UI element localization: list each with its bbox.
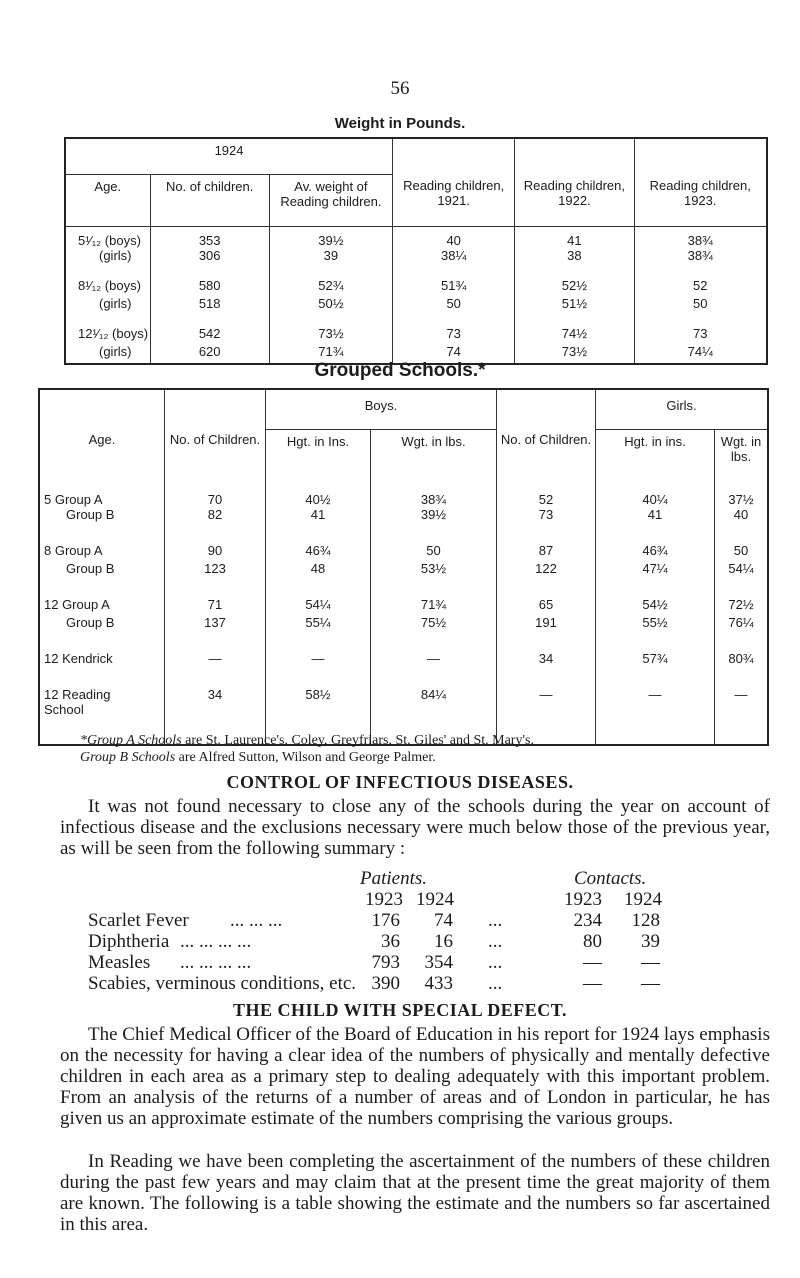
table-row: (girls) 306 39 38¼ 38 38¾ <box>65 248 767 278</box>
reading-1923-header: Reading children, 1923. <box>634 174 767 226</box>
infectious-paragraph: It was not found necessary to close any of the schools during the year on account of infectious disease and the exclusions necessary were much below those of the previous year, as will be seen from the following summary : <box>60 796 770 859</box>
contacts-header: Contacts. <box>574 868 647 889</box>
footnote <box>80 732 534 766</box>
girls-height-header: Hgt. in ins. <box>596 429 715 489</box>
year-1924: 1924 <box>624 889 662 910</box>
table-row: 5¹⁄₁₂ (boys) 353 39½ 40 41 38¾ <box>65 226 767 248</box>
table1-title: Weight in Pounds. <box>334 115 466 132</box>
patients-header: Patients. <box>360 868 428 889</box>
summary-row: Scabies, verminous conditions, etc. 390 433 ... — — <box>88 973 660 994</box>
no-children-header: No. of children. <box>150 174 269 226</box>
section-heading-infectious: CONTROL OF INFECTIOUS DISEASES. <box>226 772 574 792</box>
group-a-text: are St. Laurence's, Coley, Greyfriars, St. Giles' and St. Mary's. <box>181 733 534 748</box>
year-1924: 1924 <box>416 889 454 910</box>
summary-row: Scarlet Fever ... ... ... 176 74 ... 234 128 <box>88 910 660 931</box>
girls-header: Girls. <box>596 389 769 429</box>
av-weight-header: Av. weight of Reading children. <box>269 174 392 226</box>
summary-block <box>88 868 728 994</box>
summary-row: Measles ... ... ... ... 793 354 ... — — <box>88 952 660 973</box>
table-row: 12¹⁄₁₂ (boys) 542 73½ 73 74½ 73 <box>65 326 767 344</box>
page-number: 56 <box>390 78 410 99</box>
grouped-schools-table <box>38 388 769 746</box>
age-header: Age. <box>65 174 150 226</box>
table-row: Group B 82 41 39½ 73 41 40 <box>39 507 768 543</box>
year-1923: 1923 <box>564 889 602 910</box>
summary-row: Diphtheria ... ... ... ... 36 16 ... 80 39 <box>88 931 660 952</box>
table-row: Group B 123 48 53½ 122 47¼ 54¼ <box>39 561 768 597</box>
reading-1922-header: Reading children, 1922. <box>515 174 634 226</box>
girls-weight-header: Wgt. in lbs. <box>715 429 769 489</box>
table-row: 5 Group A 70 40½ 38¾ 52 40¼ 37½ <box>39 489 768 507</box>
boys-weight-header: Wgt. in lbs. <box>371 429 497 489</box>
no-children-girls-header: No. of Children. <box>497 389 596 489</box>
group-b-label: Group B Schools <box>80 750 176 765</box>
table-row: (girls) 620 71¾ 74 73½ 74¼ <box>65 344 767 364</box>
table2-title: Grouped Schools.* <box>314 360 486 381</box>
table-row: 12 Reading School 34 58½ 84¼ — — — <box>39 687 768 745</box>
table-row: 8 Group A 90 46¾ 50 87 46¾ 50 <box>39 543 768 561</box>
year-header: 1924 <box>65 138 393 174</box>
table-row: Group B 137 55¼ 75½ 191 55½ 76¼ <box>39 615 768 651</box>
reading-1921-header: Reading children, 1921. <box>393 174 515 226</box>
weight-table <box>64 137 768 365</box>
no-children-header: No. of Children. <box>165 389 266 489</box>
special-defect-paragraph-2: In Reading we have been completing the ascertainment of the numbers of these children during the past few years and may claim that at the present time the great majority of them are known. The following is a table showing the estimate and the numbers so far ascertained in this area. <box>60 1151 770 1235</box>
table-row: 12 Group A 71 54¼ 71¾ 65 54½ 72½ <box>39 597 768 615</box>
special-defect-paragraph-1: The Chief Medical Officer of the Board of Education in his report for 1924 lays emphasis on the necessity for having a clear idea of the numbers of physically and mentally defective children in each area as a primary step to dealing adequately with this important problem. From an analysis of the returns of a number of areas and of London in particular, he has given us an approximate estimate of the numbers comprising the various groups. <box>60 1024 770 1129</box>
table-row: 12 Kendrick — — — 34 57¾ 80¾ <box>39 651 768 687</box>
year-1923: 1923 <box>365 889 403 910</box>
boys-height-header: Hgt. in Ins. <box>266 429 371 489</box>
table-row: 8¹⁄₁₂ (boys) 580 52¾ 51¾ 52½ 52 <box>65 278 767 296</box>
group-a-label: *Group A Schools <box>80 733 182 748</box>
section-heading-special-defect: THE CHILD WITH SPECIAL DEFECT. <box>233 1000 567 1020</box>
table-row: (girls) 518 50½ 50 51½ 50 <box>65 296 767 326</box>
group-b-text: are Alfred Sutton, Wilson and George Palmer. <box>175 750 436 765</box>
boys-header: Boys. <box>266 389 497 429</box>
age-header: Age. <box>88 432 116 447</box>
